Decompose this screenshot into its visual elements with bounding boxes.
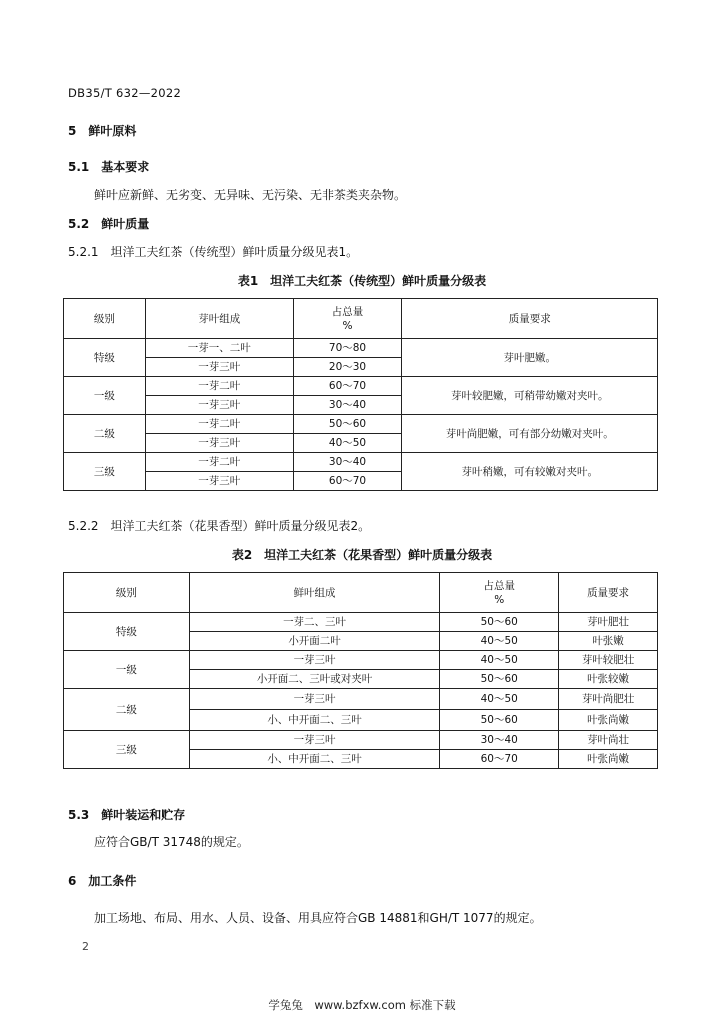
req-cell: 叶张尚嫩 <box>559 710 658 731</box>
comp-cell: 小开面二叶 <box>189 632 440 651</box>
section-5-2-2-text: 5.2.2 坦洋工夫红茶（花果香型）鲜叶质量分级见表2。 <box>68 519 371 533</box>
req-cell: 芽叶肥嫩。 <box>402 339 658 377</box>
comp-cell: 一芽三叶 <box>189 731 440 750</box>
grade-cell: 特级 <box>64 613 190 651</box>
pct-cell: 30～40 <box>293 396 402 415</box>
pct-cell: 40～50 <box>440 689 559 710</box>
table2-header-pct: 占总量 % <box>440 573 559 613</box>
table2-header-row <box>64 573 658 613</box>
comp-cell: 一芽二叶 <box>145 377 293 396</box>
req-cell: 芽叶较肥壮 <box>559 651 658 670</box>
section-5-title: 5 鲜叶原料 <box>68 124 137 138</box>
pct-cell: 40～50 <box>293 434 402 453</box>
section-6-title: 6 加工条件 <box>68 874 137 888</box>
table-row <box>64 453 658 472</box>
pct-cell: 50～60 <box>440 710 559 731</box>
table-row <box>64 731 658 750</box>
grade-cell: 三级 <box>64 731 190 769</box>
table1-header-pct: 占总量 % <box>293 299 402 339</box>
comp-cell: 一芽二、三叶 <box>189 613 440 632</box>
grade-cell: 一级 <box>64 377 146 415</box>
comp-cell: 一芽三叶 <box>189 651 440 670</box>
table1 <box>63 298 658 491</box>
req-cell: 芽叶尚肥壮 <box>559 689 658 710</box>
table1-header-req: 质量要求 <box>402 299 658 339</box>
pct-cell: 30～40 <box>293 453 402 472</box>
section-5-2-1-text: 5.2.1 坦洋工夫红茶（传统型）鲜叶质量分级见表1。 <box>68 245 359 259</box>
table-row <box>64 339 658 358</box>
pct-cell: 50～60 <box>440 670 559 689</box>
section-5-1-text: 鲜叶应新鲜、无劣变、无异味、无污染、无非茶类夹杂物。 <box>94 188 407 202</box>
pct-cell: 70～80 <box>293 339 402 358</box>
document-code: DB35/T 632—2022 <box>68 86 182 100</box>
pct-cell: 30～40 <box>440 731 559 750</box>
pct-cell: 40～50 <box>440 632 559 651</box>
pct-cell: 60～70 <box>440 750 559 769</box>
grade-cell: 二级 <box>64 415 146 453</box>
comp-cell: 一芽三叶 <box>145 396 293 415</box>
grade-cell: 一级 <box>64 651 190 689</box>
comp-cell: 一芽三叶 <box>145 434 293 453</box>
table-row <box>64 651 658 670</box>
req-cell: 芽叶肥壮 <box>559 613 658 632</box>
pct-cell: 20～30 <box>293 358 402 377</box>
req-cell: 芽叶稍嫩，可有较嫩对夹叶。 <box>402 453 658 491</box>
comp-cell: 一芽三叶 <box>145 358 293 377</box>
comp-cell: 一芽二叶 <box>145 415 293 434</box>
table1-header-grade: 级别 <box>64 299 146 339</box>
req-cell: 芽叶较肥嫩，可稍带幼嫩对夹叶。 <box>402 377 658 415</box>
table-row <box>64 689 658 710</box>
pct-cell: 60～70 <box>293 472 402 491</box>
grade-cell: 特级 <box>64 339 146 377</box>
table2-header-grade: 级别 <box>64 573 190 613</box>
table1-caption: 表1 坦洋工夫红茶（传统型）鲜叶质量分级表 <box>237 274 487 288</box>
grade-cell: 三级 <box>64 453 146 491</box>
comp-cell: 小、中开面二、三叶 <box>189 750 440 769</box>
req-cell: 叶张嫩 <box>559 632 658 651</box>
comp-cell: 小开面二、三叶或对夹叶 <box>189 670 440 689</box>
pct-cell: 60～70 <box>293 377 402 396</box>
table-row <box>64 613 658 632</box>
table-row <box>64 377 658 396</box>
section-6-text: 加工场地、布局、用水、人员、设备、用具应符合GB 14881和GH/T 1077的规定。 <box>94 911 542 925</box>
section-5-2-title: 5.2 鲜叶质量 <box>68 217 150 231</box>
comp-cell: 小、中开面二、三叶 <box>189 710 440 731</box>
req-cell: 芽叶尚肥嫩，可有部分幼嫩对夹叶。 <box>402 415 658 453</box>
pct-cell: 50～60 <box>440 613 559 632</box>
pct-cell: 40～50 <box>440 651 559 670</box>
grade-cell: 二级 <box>64 689 190 731</box>
comp-cell: 一芽二叶 <box>145 453 293 472</box>
table2-header-comp: 鲜叶组成 <box>189 573 440 613</box>
req-cell: 叶张较嫩 <box>559 670 658 689</box>
comp-cell: 一芽三叶 <box>189 689 440 710</box>
footer-watermark: 学兔兔 www.bzfxw.com 标准下载 <box>268 998 456 1012</box>
comp-cell: 一芽三叶 <box>145 472 293 491</box>
table-row <box>64 415 658 434</box>
table2-caption: 表2 坦洋工夫红茶（花果香型）鲜叶质量分级表 <box>231 548 493 562</box>
table2-header-req: 质量要求 <box>559 573 658 613</box>
table2 <box>63 572 658 769</box>
section-5-1-title: 5.1 基本要求 <box>68 160 150 174</box>
table1-header-row <box>64 299 658 339</box>
section-5-3-text: 应符合GB/T 31748的规定。 <box>94 835 249 849</box>
pct-cell: 50～60 <box>293 415 402 434</box>
req-cell: 芽叶尚壮 <box>559 731 658 750</box>
section-5-3-title: 5.3 鲜叶装运和贮存 <box>68 808 186 822</box>
table1-header-comp: 芽叶组成 <box>145 299 293 339</box>
page-number: 2 <box>82 940 89 953</box>
req-cell: 叶张尚嫩 <box>559 750 658 769</box>
comp-cell: 一芽一、二叶 <box>145 339 293 358</box>
